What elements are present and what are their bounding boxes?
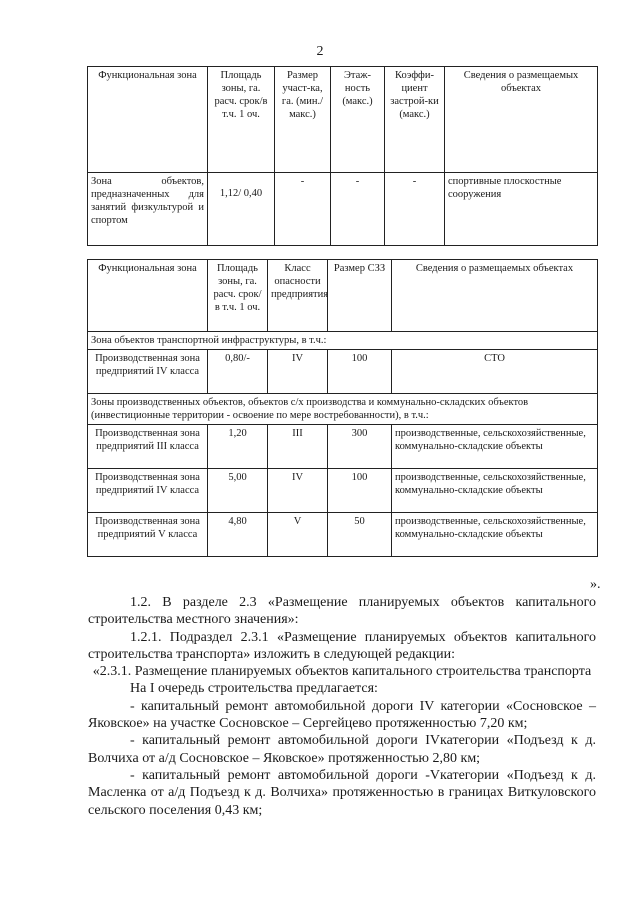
paragraph: 1.2.1. Подраздел 2.3.1 «Размещение планируемых объектов капитального строительства транспорта» изложить в следующей редакции: [88, 629, 596, 662]
section-title: Зоны производственных объектов, объектов с/х производства и коммунально-складских объектов (инвестиционные территории - освоение по мере востребованности), в т.ч.: [88, 394, 598, 425]
sanitary-zone-cell: 50 [328, 513, 392, 557]
info-cell: производственные, сельскохозяйственные, коммунально-складские объекты [392, 425, 598, 469]
header-cell: Сведения о размещаемых объектах [445, 67, 598, 173]
zone-cell: Производственная зона предприятий IV класса [88, 350, 208, 394]
table-row [88, 173, 598, 246]
info-cell: производственные, сельскохозяйственные, коммунально-складские объекты [392, 469, 598, 513]
info-cell: спортивные плоскостные сооружения [445, 173, 598, 246]
class-cell: III [268, 425, 328, 469]
area-cell: 1,12/ 0,40 [208, 173, 275, 246]
table-row [88, 425, 598, 469]
paragraph: 1.2. В разделе 2.3 «Размещение планируемых объектов капитального строительства местного значения»: [88, 595, 596, 628]
table-row [88, 513, 598, 557]
table-row [88, 469, 598, 513]
header-cell: Площадь зоны, га. расч. срок/в т.ч. 1 оч. [208, 260, 268, 332]
subsection-heading: «2.3.1. Размещение планируемых объектов капитального строительства транспорта [92, 664, 592, 680]
zones-table-production [87, 259, 598, 557]
section-row [88, 332, 598, 350]
area-cell: 0,80/- [208, 350, 268, 394]
header-cell: Коэффи-циент застрой-ки (макс.) [385, 67, 445, 173]
class-cell: V [268, 513, 328, 557]
area-cell: 1,20 [208, 425, 268, 469]
size-cell: - [275, 173, 331, 246]
table-header-row [88, 260, 598, 332]
page-number: 2 [316, 44, 324, 59]
table-header-row [88, 67, 598, 173]
zone-cell: Производственная зона предприятий III класса [88, 425, 208, 469]
document-body [88, 594, 596, 819]
ratio-cell: - [385, 173, 445, 246]
header-cell: Сведения о размещаемых объектах [392, 260, 598, 332]
header-cell: Этаж-ность (макс.) [331, 67, 385, 173]
class-cell: IV [268, 350, 328, 394]
header-cell: Класс опасности предприятия [268, 260, 328, 332]
header-cell: Размер участ-ка, га. (мин./ макс.) [275, 67, 331, 173]
zones-table-sports [87, 66, 598, 246]
closing-quote: ». [590, 577, 601, 592]
sanitary-zone-cell: 300 [328, 425, 392, 469]
list-item: - капитальный ремонт автомобильной дороги IVкатегории «Подъезд к д. Волчиха от а/д Сосновское – Яковское» протяженностью 2,80 км; [88, 733, 596, 766]
sanitary-zone-cell: 100 [328, 469, 392, 513]
header-cell: Размер СЗЗ [328, 260, 392, 332]
zone-cell: Зона объектов, предназначенных для занятий физкультурой и спортом [88, 173, 208, 246]
sanitary-zone-cell: 100 [328, 350, 392, 394]
class-cell: IV [268, 469, 328, 513]
list-item: - капитальный ремонт автомобильной дороги IV категории «Сосновское – Яковское» на участке Сосновское – Сергейцево протяженностью 7,20 км; [88, 698, 596, 732]
table-row [88, 350, 598, 394]
header-cell: Функциональная зона [88, 260, 208, 332]
list-item: - капитальный ремонт автомобильной дороги -Vкатегории «Подъезд к д. Масленка от а/д Подъезд к д. Волчиха» протяженностью в границах Виткуловского сельского поселения 0,43 км; [88, 767, 596, 818]
zone-cell: Производственная зона предприятий V класса [88, 513, 208, 557]
header-cell: Площадь зоны, га. расч. срок/в т.ч. 1 оч. [208, 67, 275, 173]
area-cell: 5,00 [208, 469, 268, 513]
info-cell: производственные, сельскохозяйственные, коммунально-складские объекты [392, 513, 598, 557]
floors-cell: - [331, 173, 385, 246]
header-cell: Функциональная зона [88, 67, 208, 173]
info-cell: СТО [392, 350, 598, 394]
section-title: Зона объектов транспортной инфраструктуры, в т.ч.: [88, 332, 598, 350]
zone-cell: Производственная зона предприятий IV класса [88, 469, 208, 513]
paragraph: На I очередь строительства предлагается: [130, 681, 378, 697]
section-row [88, 394, 598, 425]
area-cell: 4,80 [208, 513, 268, 557]
